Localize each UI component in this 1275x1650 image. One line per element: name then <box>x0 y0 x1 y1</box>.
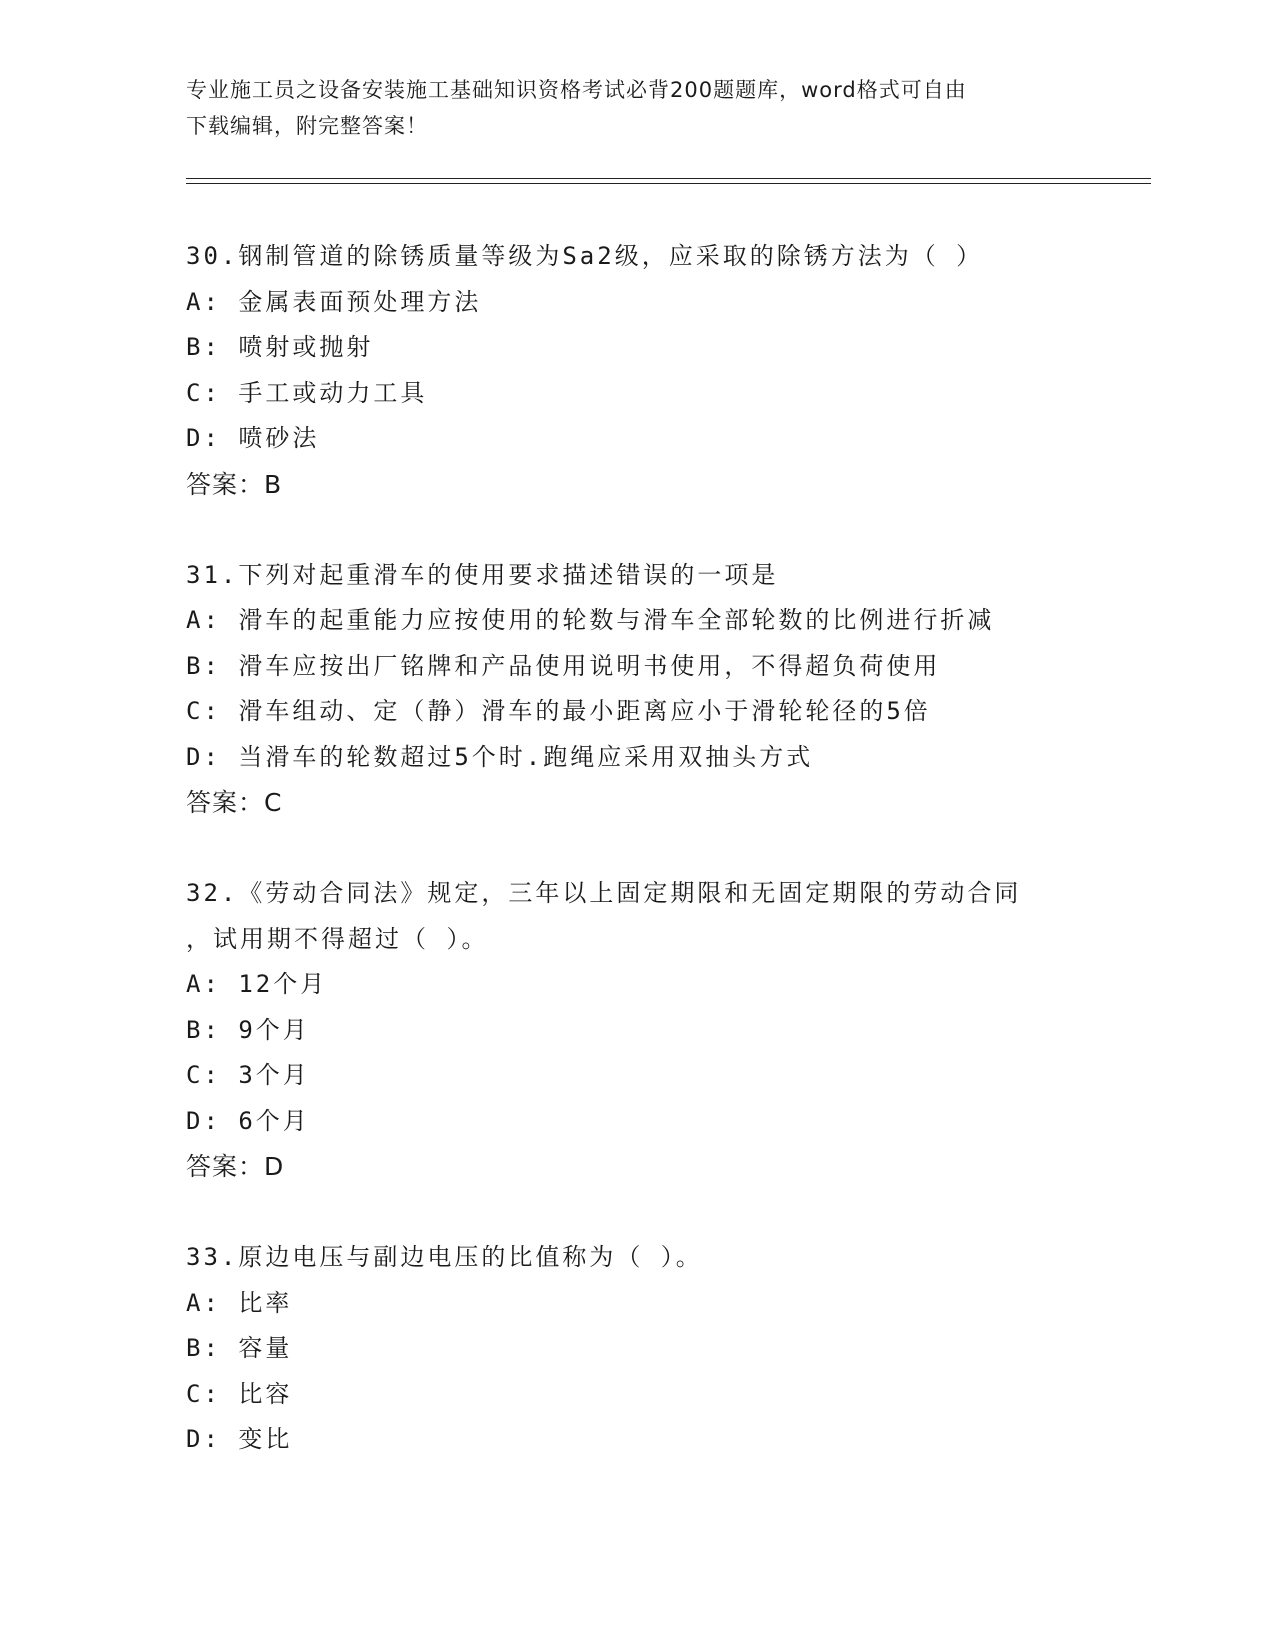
question-stem-continued: ，试用期不得超过（ ）。 <box>186 924 489 953</box>
header-line-1: 专业施工员之设备安装施工基础知识资格考试必背200题题库，word格式可自由 <box>186 78 967 102</box>
answer-line: 答案：C <box>186 788 283 817</box>
header-divider-top <box>186 178 1151 179</box>
option-a: A: 比率 <box>186 1288 293 1317</box>
option-c: C: 手工或动力工具 <box>186 378 428 407</box>
answer-line: 答案：D <box>186 1152 285 1181</box>
option-a: A: 12个月 <box>186 970 328 998</box>
document-header <box>186 72 1086 144</box>
option-b: B: 滑车应按出厂铭牌和产品使用说明书使用，不得超负荷使用 <box>186 651 941 680</box>
option-d: D: 6个月 <box>186 1106 310 1135</box>
option-d: D: 变比 <box>186 1425 293 1453</box>
option-d: D: 喷砂法 <box>186 424 320 452</box>
option-b: B: 容量 <box>186 1334 293 1362</box>
question-stem: 33.原边电压与副边电压的比值称为（ ）。 <box>186 1243 703 1271</box>
header-line-2: 下载编辑，附完整答案！ <box>186 114 428 138</box>
option-b: B: 9个月 <box>186 1015 310 1044</box>
option-c: C: 滑车组动、定（静）滑车的最小距离应小于滑轮轮径的5倍 <box>186 697 931 725</box>
question-31 <box>186 553 1146 826</box>
header-divider-bottom <box>186 183 1151 184</box>
option-d: D: 当滑车的轮数超过5个时.跑绳应采用双抽头方式 <box>186 742 814 771</box>
option-a: A: 滑车的起重能力应按使用的轮数与滑车全部轮数的比例进行折减 <box>186 606 995 634</box>
question-stem: 30.钢制管道的除锈质量等级为Sa2级，应采取的除锈方法为（ ） <box>186 242 984 270</box>
option-a: A: 金属表面预处理方法 <box>186 287 482 316</box>
question-32 <box>186 871 1146 1190</box>
question-spacer <box>186 1190 1146 1236</box>
question-stem: 32.《劳动合同法》规定，三年以上固定期限和无固定期限的劳动合同 <box>186 879 1022 907</box>
question-30 <box>186 234 1146 507</box>
option-c: C: 比容 <box>186 1379 293 1408</box>
question-spacer <box>186 507 1146 553</box>
option-b: B: 喷射或抛射 <box>186 333 374 361</box>
answer-line: 答案：B <box>186 469 283 499</box>
question-list <box>186 234 1146 1463</box>
question-stem: 31.下列对起重滑车的使用要求描述错误的一项是 <box>186 560 779 589</box>
question-spacer <box>186 826 1146 872</box>
question-33 <box>186 1235 1146 1463</box>
option-c: C: 3个月 <box>186 1061 310 1089</box>
